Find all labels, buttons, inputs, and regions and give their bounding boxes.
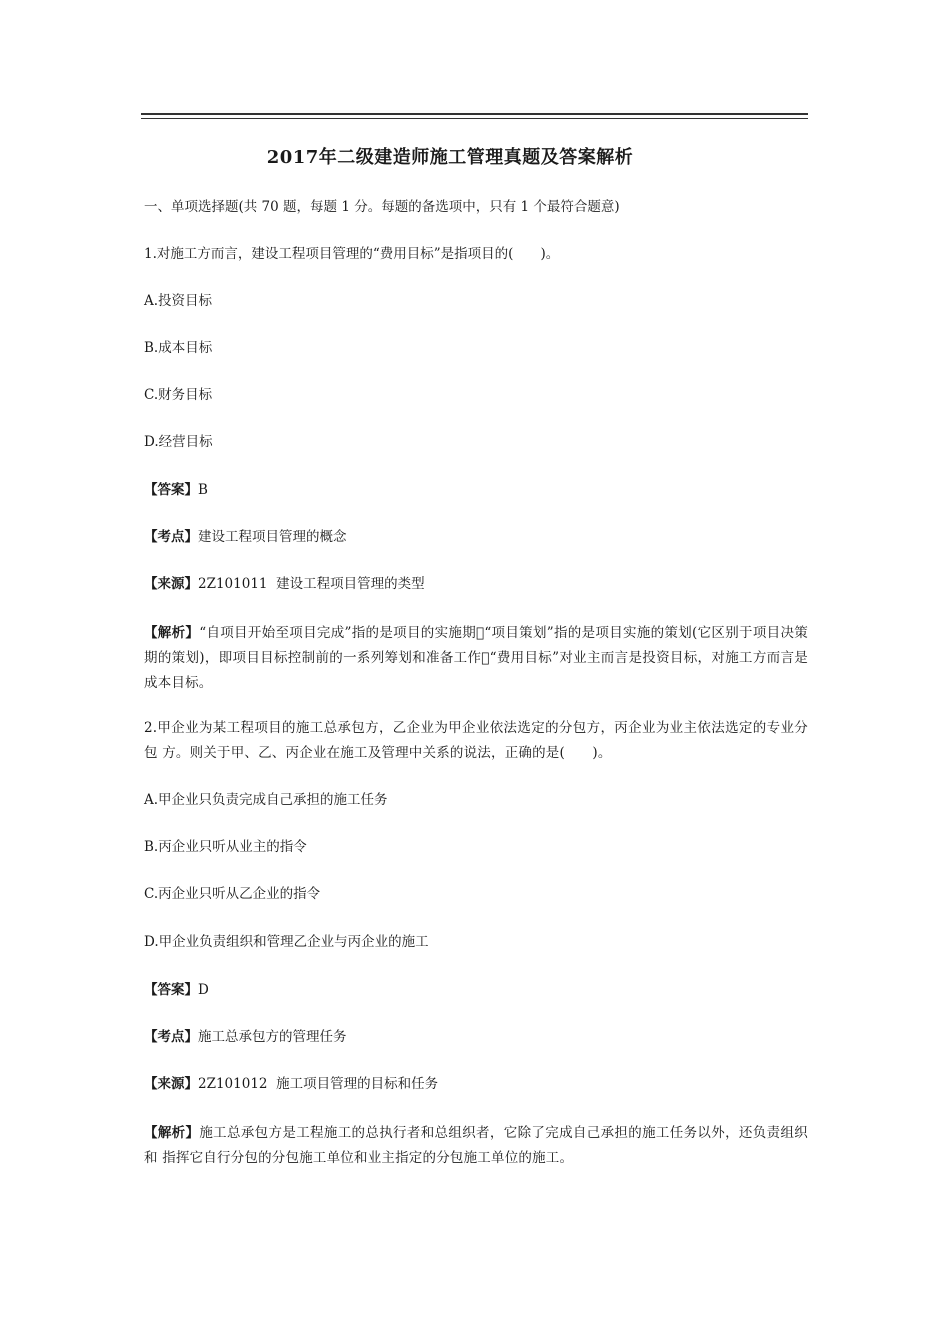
question-2-point (144, 1024, 808, 1050)
question-1-answer (144, 477, 808, 503)
header-rule-thick (141, 113, 808, 115)
answer-value: D (198, 982, 209, 998)
analysis-text: 施工总承包方是工程施工的总执行者和总组织者，它除了完成自己承担的施工任务以外，还负责组织和 指挥它自行分包的分包施工单位和业主指定的分包施工单位的施工。 (144, 1125, 808, 1166)
question-1-source (144, 571, 808, 597)
analysis-text: “自项目开始至项目完成”指的是项目的实施期 “项目策划”指的是项目实施的策划(它区别于项目决策期的策划)，即项目目标控制前的一系列筹划和准备工作 “费用目标”对业主而言是投资目标，对施工方而言是成本目标。 (144, 625, 808, 691)
question-2-answer (144, 977, 808, 1003)
answer-value: B (198, 482, 208, 498)
question-2-stem: 2.甲企业为某工程项目的施工总承包方，乙企业为甲企业依法选定的分包方，丙企业为业主依法选定的专业分包 方。则关于甲、乙、丙企业在施工及管理中关系的说法，正确的是( )。 (144, 720, 808, 761)
question-2-source (144, 1071, 808, 1097)
answer-label: 【答案】 (144, 982, 198, 998)
question-1-option-b: B.成本目标 (144, 340, 213, 356)
source-label: 【来源】 (144, 1076, 198, 1092)
question-2-analysis (144, 1121, 808, 1171)
point-label: 【考点】 (144, 529, 198, 545)
question-1-analysis (144, 621, 808, 696)
section-heading: 一、单项选择题(共 70 题，每题 1 分。每题的备选项中，只有 1 个最符合题意) (144, 199, 620, 215)
question-2-option-c: C.丙企业只听从乙企业的指令 (144, 886, 321, 902)
answer-label: 【答案】 (144, 482, 198, 498)
point-value: 施工总承包方的管理任务 (198, 1029, 347, 1045)
analysis-label: 【解析】 (144, 625, 200, 641)
document-title: 2017年二级建造师施工管理真题及答案解析 (266, 147, 634, 168)
source-label: 【来源】 (144, 576, 198, 592)
question-1-point (144, 524, 808, 550)
analysis-label: 【解析】 (144, 1125, 200, 1141)
question-1-option-d: D.经营目标 (144, 434, 213, 450)
question-2-option-d: D.甲企业负责组织和管理乙企业与丙企业的施工 (144, 934, 429, 950)
question-1-option-c: C.财务目标 (144, 387, 213, 403)
header-rule-thin (141, 118, 808, 119)
source-value: 2Z101011 建设工程项目管理的类型 (198, 576, 425, 592)
point-value: 建设工程项目管理的概念 (198, 529, 347, 545)
question-2-option-a: A.甲企业只负责完成自己承担的施工任务 (144, 792, 388, 808)
point-label: 【考点】 (144, 1029, 198, 1045)
source-value: 2Z101012 施工项目管理的目标和任务 (198, 1076, 439, 1092)
question-1-stem: 1.对施工方而言，建设工程项目管理的“费用目标”是指项目的( )。 (144, 246, 560, 262)
question-2-option-b: B.丙企业只听从业主的指令 (144, 839, 307, 855)
question-1-option-a: A.投资目标 (144, 293, 213, 309)
